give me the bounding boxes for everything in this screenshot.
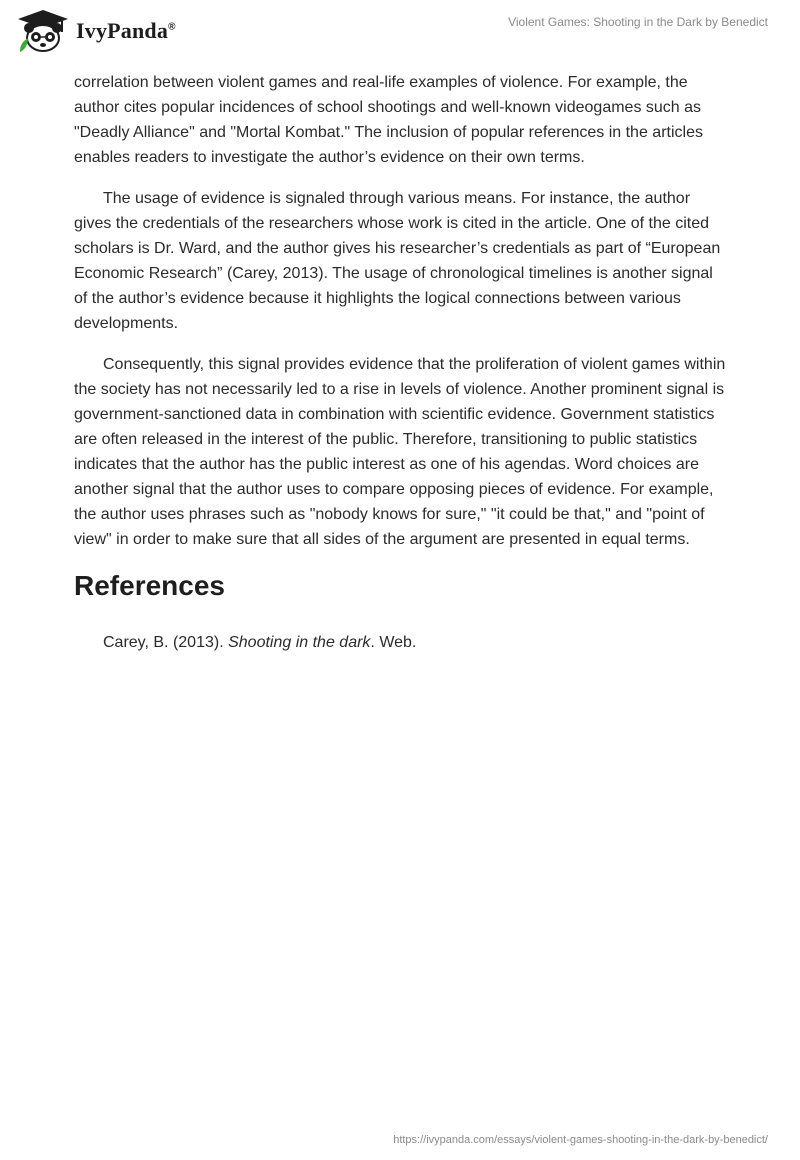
references-heading: References	[74, 570, 225, 601]
brand-name: IvyPanda®	[76, 18, 176, 43]
reference-title: Shooting in the dark	[228, 634, 371, 651]
ivypanda-logo[interactable]	[16, 8, 176, 54]
reference-author-year: Carey, B. (2013).	[103, 634, 229, 651]
body-paragraph: Consequently, this signal provides evidence that the proliferation of violent games within the society has not necessarily led to a rise in levels of violence. Another prominent signal is government-sanctioned data in combination with scientific evidence. Government statistics are often released in the interest of the public. Therefore, transitioning to public statistics indicates that the author has the public interest as one of his agendas. Word choices are another signal that the author uses to compare opposing pieces of evidence. For example, the author uses phrases such as "nobody knows for sure," "it could be that," and "point of view" in order to make sure that all sides of the argument are presented in equal terms.	[74, 356, 726, 548]
panda-graduate-icon	[16, 8, 70, 54]
source-url[interactable]: https://ivypanda.com/essays/violent-games-shooting-in-the-dark-by-benedict/	[393, 1134, 768, 1146]
reference-entry	[74, 630, 726, 655]
document-body	[74, 70, 726, 655]
document-title: Violent Games: Shooting in the Dark by Benedict	[508, 15, 768, 29]
reference-suffix: . Web.	[370, 634, 417, 651]
body-paragraph: correlation between violent games and real-life examples of violence. For example, the author cites popular incidences of school shootings and well-known videogames such as "Deadly Alliance" and "Mortal Kombat." The inclusion of popular references in the articles enables readers to investigate the author’s evidence on their own terms.	[74, 74, 703, 166]
page-header	[0, 0, 800, 62]
body-paragraph: The usage of evidence is signaled through various means. For instance, the author gives the credentials of the researchers whose work is cited in the article. One of the cited scholars is Dr. Ward, and the author gives his researcher’s credentials as part of “European Economic Research” (Carey, 2013). The usage of chronological timelines is another signal of the author’s evidence because it highlights the logical connections between various developments.	[74, 190, 721, 332]
